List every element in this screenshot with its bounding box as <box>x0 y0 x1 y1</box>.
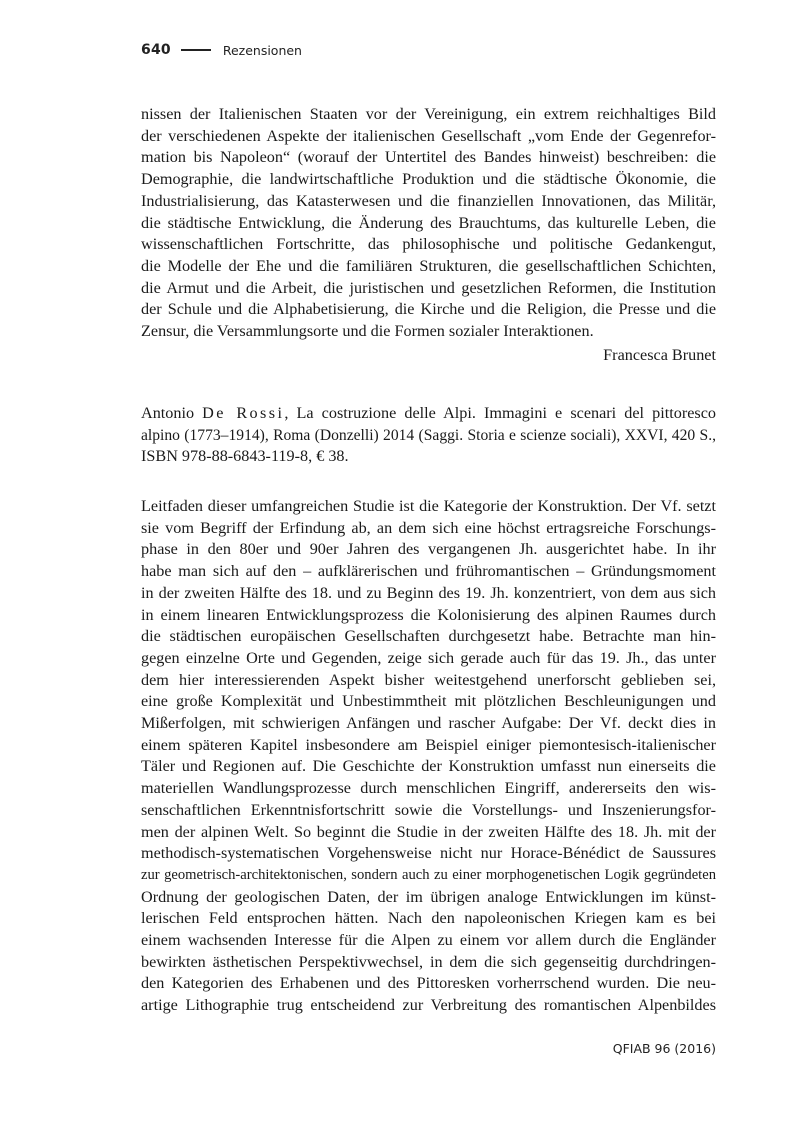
text-line: methodisch-systematischen Vorgehensweise nicht nur Horace-Bénédict de Saussures <box>141 844 716 863</box>
text-line: sie vom Begriff der Erfindung ab, an dem sich eine höchst ertragsreiche Forschungs- <box>141 518 716 537</box>
text-line: Industrialisierung, das Katasterwesen und die finanziellen Innovationen, das Militär, <box>141 191 716 210</box>
section-title: Rezensionen <box>222 42 302 58</box>
text-line: Demographie, die landwirtschaftliche Produktion und die städtische Ökonomie, die <box>141 170 716 189</box>
author-last-name: De Rossi <box>202 404 285 422</box>
text-line: Täler und Regionen auf. Die Geschichte der Konstruktion umfasst nun einerseits die <box>141 757 716 776</box>
text-line: nissen der Italienischen Staaten vor der Vereinigung, ein extrem reichhaltiges Bild <box>141 105 716 123</box>
running-head <box>141 42 302 58</box>
journal-reference: QFIAB 96 (2016) <box>612 1041 716 1056</box>
text-line: dem hier interessierenden Aspekt bisher weitestgehend unerforscht geblieben sei, <box>141 670 716 689</box>
text-line: der Schule und die Alphabetisierung, die Kirche und die Religion, die Presse und die <box>141 300 716 319</box>
review-2-text <box>141 496 716 1017</box>
review-2-citation <box>141 403 716 468</box>
text-line: die städtische Entwicklung, die Änderung des Brauchtums, das kulturelle Leben, die <box>141 213 716 232</box>
text-line: einem späteren Kapitel insbesondere am Beispiel einiger piemontesisch-italienischer <box>141 735 716 754</box>
text-line: men der alpinen Welt. So beginnt die Studie in der zweiten Hälfte des 18. Jh. mit der <box>141 822 716 841</box>
review-1-text <box>141 104 716 343</box>
text-line: in der zweiten Hälfte des 18. und zu Beginn des 19. Jh. konzentriert, von dem aus sich <box>141 583 716 602</box>
text-line: bewirkten ästhetischen Perspektivwechsel, in dem die sich gegenseitig durchdringen- <box>141 952 716 971</box>
text-line: zur geometrisch-architektonischen, sondern auch zu einer morphogenetischen Logik gegründeten <box>141 866 716 883</box>
text-line: Zensur, die Versammlungsorte und die Formen sozialer Interaktionen. <box>141 322 594 341</box>
text-line: die Armut und die Arbeit, die juristischen und gesetzlichen Reformen, die Institution <box>141 278 716 297</box>
text-line: Leitfaden dieser umfangreichen Studie ist die Kategorie der Konstruktion. Der Vf. setzt <box>141 497 716 515</box>
text-line: senschaftlichen Erkenntnisfortschritt sowie die Vorstellungs- und Inszenierungsfor- <box>141 800 716 819</box>
text-line: gegen einzelne Orte und Gegenden, zeige sich gerade auch für das 19. Jh., das unter <box>141 648 716 667</box>
text-line: einem wachsenden Interesse für die Alpen zu einem vor allem durch die Engländer <box>141 931 716 950</box>
text-line: materiellen Wandlungsprozesse durch menschlichen Eingriff, andererseits den wis- <box>141 779 716 798</box>
citation-line <box>141 403 716 425</box>
text-line: mation bis Napoleon“ (worauf der Untertitel des Bandes hinweist) beschreiben: die <box>141 148 716 167</box>
text-line: phase in den 80er und 90er Jahren des vergangenen Jh. ausgerichtet habe. In ihr <box>141 540 716 559</box>
citation-title: , La costruzione delle Alpi. Immagini e scenari del pittoresco <box>284 404 716 422</box>
text-line: lerischen Feld entsprochen hätten. Nach den napoleonischen Kriegen kam es bei <box>141 909 716 928</box>
text-line: artige Lithographie trug entscheidend zur Verbreitung des romantischen Alpenbildes <box>141 996 716 1015</box>
text-line: den Kategorien des Erhabenen und des Pittoresken vorherrschend wurden. Die neu- <box>141 974 716 993</box>
text-line: wissenschaftlichen Fortschritte, das philosophische und politische Gedankengut, <box>141 235 716 254</box>
text-line: der verschiedenen Aspekte der italienischen Gesellschaft „vom Ende der Gegenrefor- <box>141 126 716 145</box>
header-rule <box>181 49 211 51</box>
text-line: eine große Komplexität und Unbestimmtheit mit plötzlichen Beschleunigungen und <box>141 692 716 711</box>
text-line: die Modelle der Ehe und die familiären Strukturen, die gesellschaftlichen Schichten, <box>141 256 716 275</box>
reviewer-signature: Francesca Brunet <box>603 346 716 364</box>
text-line: in einem linearen Entwicklungsprozess die Kolonisierung des alpinen Raumes durch <box>141 605 716 624</box>
text-line: habe man sich auf den – aufklärerischen und frühromantischen – Gründungsmoment <box>141 562 716 581</box>
text-line: Ordnung der geologischen Daten, der im übrigen analoge Entwicklungen im künst- <box>141 887 716 906</box>
author-first-name: Antonio <box>141 404 195 422</box>
citation-line: ISBN 978-88-6843-119-8, € 38. <box>141 447 349 466</box>
page-number: 640 <box>141 42 171 58</box>
text-line: die städtischen europäischen Gesellschaften durchgesetzt habe. Betrachte man hin- <box>141 627 716 646</box>
citation-line: alpino (1773–1914), Roma (Donzelli) 2014 (Saggi. Storia e scienze sociali), XXVI, 420 S., <box>141 426 716 444</box>
text-line: Mißerfolgen, mit schwierigen Anfängen und rascher Aufgabe: Der Vf. deckt dies in <box>141 714 716 733</box>
